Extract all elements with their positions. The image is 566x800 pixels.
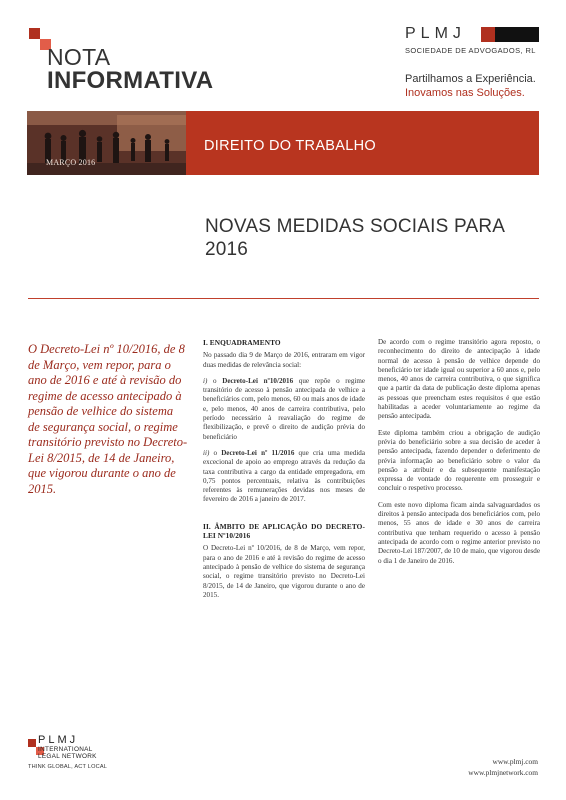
section2-heading: II. ÂMBITO DE APLICAÇÃO DO DECRETO-LEI Nº10/2016 — [203, 521, 365, 541]
col2-paragraph-1: De acordo com o regime transitório agora reposto, o reconhecimento do direito de antecipação à idade normal de acesso à pensão de velhice depende do beneficiário ter idade igual ou superior a 60 anos e, pelo menos, 40 anos de carreira contributiva, o que significa que a partir da data de publicação deste diploma apenas as pessoas que preencham estes requisitos é que estão habilitadas a aceder voluntariamente ao regime da pensão antecipada. — [378, 338, 540, 421]
section2-paragraph: O Decreto-Lei nº 10/2016, de 8 de Março, vem repor, para o ano de 2016 e até à revisão do regime de acesso antecipado à pensão de velhice do sistema de segurança social, o regime transitório previsto no Decreto-Lei 8/2015, de 14 de Janeiro, que vigorou durante o ano de 2015. — [203, 544, 365, 599]
item1-marker: i) — [203, 376, 208, 385]
slogan-line1: Partilhamos a Experiência. — [405, 73, 536, 85]
footer-logo-square-dark — [28, 739, 36, 747]
issue-date: MARÇO 2016 — [46, 158, 96, 167]
doc-title-line1: NOTA — [47, 44, 111, 70]
headline-line1: NOVAS MEDIDAS SOCIAIS PARA — [205, 216, 506, 237]
network-website-link[interactable]: www.plmjnetwork.com — [468, 768, 538, 777]
logo-square-dark — [29, 28, 40, 39]
footer-network-line1: INTERNATIONAL — [38, 746, 93, 753]
list-item-1: i) o Decreto-Lei nº10/2016 que repõe o regime transitório de acesso à pensão antecipada de velhice a beneficiários com, pelo menos, 60 ou mais anos de idade e, pelo menos, 40 anos de carreira contributiva, pelo período necessário à reavaliação do regime de flexibilização, e prevê o direito de audição prévia do beneficiário — [203, 376, 366, 441]
item2-law: Decreto-Lei nº 11/2016 — [221, 448, 295, 457]
slogan-line2: Inovamos nas Soluções. — [405, 87, 525, 99]
firm-subtitle: SOCIEDADE DE ADVOGADOS, RL — [405, 46, 536, 55]
footer-logo: PLMJ — [38, 734, 79, 746]
doc-title-line2: INFORMATIVA — [47, 67, 214, 94]
section1-heading: I. ENQUADRAMENTO — [203, 338, 281, 347]
firm-logo: PLMJ — [405, 25, 466, 42]
practice-area-title: DIREITO DO TRABALHO — [204, 138, 376, 154]
footer-tagline: THINK GLOBAL, ACT LOCAL — [28, 764, 108, 770]
col2-paragraph-2: Este diploma também criou a obrigação de audição prévia do beneficiário sobre a sua decisão de aceder à pensão antecipada, fazendo depender o deferimento de prévia informação ao beneficiário sobre o valor da pensão a atribuir e da subsequente manifestação expressa de vontade do requerente em prosseguir e concluir o respetivo processo. — [378, 428, 540, 493]
list-item-2: ii) o Decreto-Lei nº 11/2016 que cria uma medida excecional de apoio ao emprego através da redução da taxa contributiva a cargo da entidade empregadora, em 0,75 pontos percentuais, relativa às contribuições referentes às remunerações devidas nos meses de fevereiro de 2016 a janeiro de 2017. — [203, 448, 365, 504]
section-banner — [27, 111, 539, 175]
body-column-1 — [203, 338, 365, 607]
section1-intro: No passado dia 9 de Março de 2016, entraram em vigor duas medidas de relevância social: — [203, 351, 365, 369]
website-link[interactable]: www.plmj.com — [492, 757, 538, 766]
divider — [28, 298, 539, 299]
lead-summary: O Decreto-Lei nº 10/2016, de 8 de Março, vem repor, para o ano de 2016 e até à revisão do regime de acesso antecipado à pensão de velhice do sistema de segurança social, o regime transitório previsto no Decreto-Lei 8/2015, de 14 de Janeiro, que vigorou durante o ano de 2015. — [28, 342, 188, 496]
article-headline — [205, 215, 535, 261]
banner-photo — [27, 111, 186, 175]
item1-law: Decreto-Lei nº10/2016 — [222, 376, 294, 385]
col2-paragraph-3: Com este novo diploma ficam ainda salvaguardados os direitos à pensão antecipada dos beneficiários com, pelo menos, 55 anos de idade e 30 anos de carreira contributiva que tenham requerido o acesso à pensão antecipada de acordo com o regime anterior previsto no Decreto-Lei 187/2007, de 10 de maio, que vigorou desde o dia 1 de Janeiro de 2016. — [378, 500, 540, 565]
body-column-2 — [378, 338, 540, 573]
firm-logo-bar — [481, 27, 539, 42]
headline-line2: 2016 — [205, 239, 249, 260]
item2-marker: ii) — [203, 448, 210, 457]
footer-network-line2: LEGAL NETWORK — [38, 753, 97, 760]
